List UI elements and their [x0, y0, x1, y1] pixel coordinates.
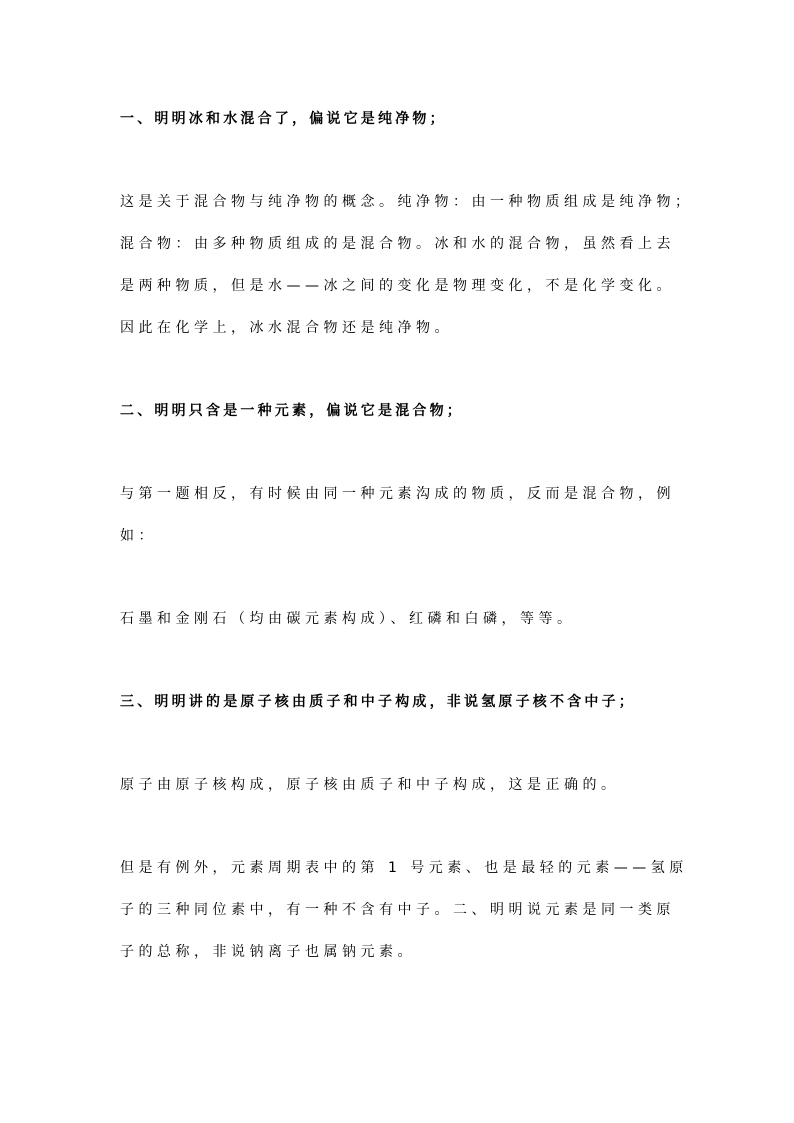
section-3-line-2: 子的三种同位素中，有一种不含有中子。二、明明说元素是同一类原: [120, 902, 675, 918]
section-2-heading: 二、明明只含是一种元素，偏说它是混合物；: [120, 403, 464, 419]
section-3-paragraph-1: 原子由原子核构成，原子核由质子和中子构成，这是正确的。: [120, 777, 620, 793]
section-2-example: 石墨和金刚石（均由碳元素构成）、红磷和白磷，等等。: [120, 611, 576, 627]
section-2-line-1: 与第一题相反，有时候由同一种元素沟成的物质，反而是混合物，例: [120, 486, 675, 502]
section-3-heading: 三、明明讲的是原子核由质子和中子构成，非说氢原子核不含中子；: [120, 694, 636, 710]
section-3-line-1: 但是有例外，元素周期表中的第 1 号元素、也是最轻的元素——氢原: [120, 860, 688, 876]
section-1-line-4: 因此在化学上，冰水混合物还是纯净物。: [120, 320, 453, 336]
section-1-line-2: 混合物：由多种物质组成的是混合物。冰和水的混合物，虽然看上去: [120, 236, 675, 252]
section-2-line-2: 如：: [120, 528, 157, 544]
section-3-line-3: 子的总称，非说钠离子也属钠元素。: [120, 944, 416, 960]
section-1-line-1: 这是关于混合物与纯净物的概念。纯净物：由一种物质组成是纯净物；: [120, 194, 694, 210]
section-1-line-3: 是两种物质，但是水——冰之间的变化是物理变化，不是化学变化。: [120, 278, 675, 294]
section-1-heading: 一、明明冰和水混合了，偏说它是纯净物；: [120, 111, 447, 127]
